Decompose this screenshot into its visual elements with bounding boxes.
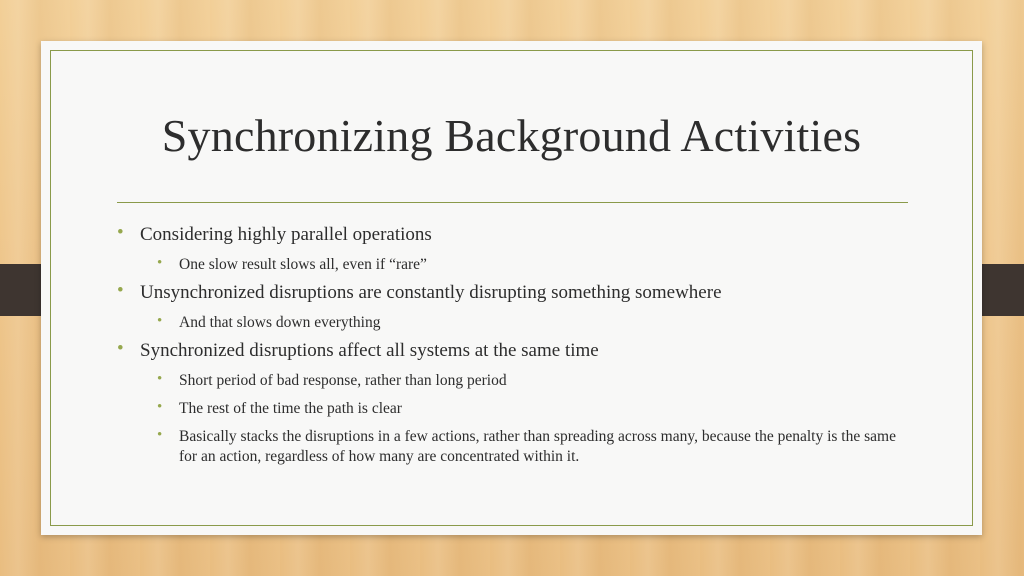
sub-bullet-text: And that slows down everything [179,314,381,331]
bullet-text: Unsynchronized disruptions are constantly disrupting something somewhere [140,282,722,303]
bullet-dot-icon: • [157,371,163,387]
bullet-dot-icon: • [157,399,163,415]
sub-bullet-text: Short period of bad response, rather than long period [179,372,507,389]
sub-bullet-item [117,313,917,333]
sub-bullet-item [117,371,917,391]
bullet-dot-icon: • [157,313,163,329]
bullet-text: Considering highly parallel operations [140,224,432,245]
sub-bullet-item [117,399,917,419]
bullet-dot-icon: • [157,255,163,271]
slide-card [41,41,982,535]
sub-bullet-text: Basically stacks the disruptions in a few actions, rather than spreading across many, because the penalty is the same for an action, regardless of how many are concentrated within it. [179,428,896,465]
title-divider [117,202,908,203]
sub-bullet-text: The rest of the time the path is clear [179,400,402,417]
bullet-dot-icon: • [117,222,124,243]
sub-bullet-item [117,427,917,467]
bullet-item [117,223,917,247]
bullet-list [117,217,917,467]
slide-title: Synchronizing Background Activities [161,110,862,161]
sub-bullet-item [117,255,917,275]
bullet-dot-icon: • [117,338,124,359]
bullet-text: Synchronized disruptions affect all systems at the same time [140,340,599,361]
bullet-item [117,339,917,363]
sub-bullet-text: One slow result slows all, even if “rare” [179,256,427,273]
bullet-dot-icon: • [117,280,124,301]
bullet-dot-icon: • [157,427,163,443]
bullet-item [117,281,917,305]
